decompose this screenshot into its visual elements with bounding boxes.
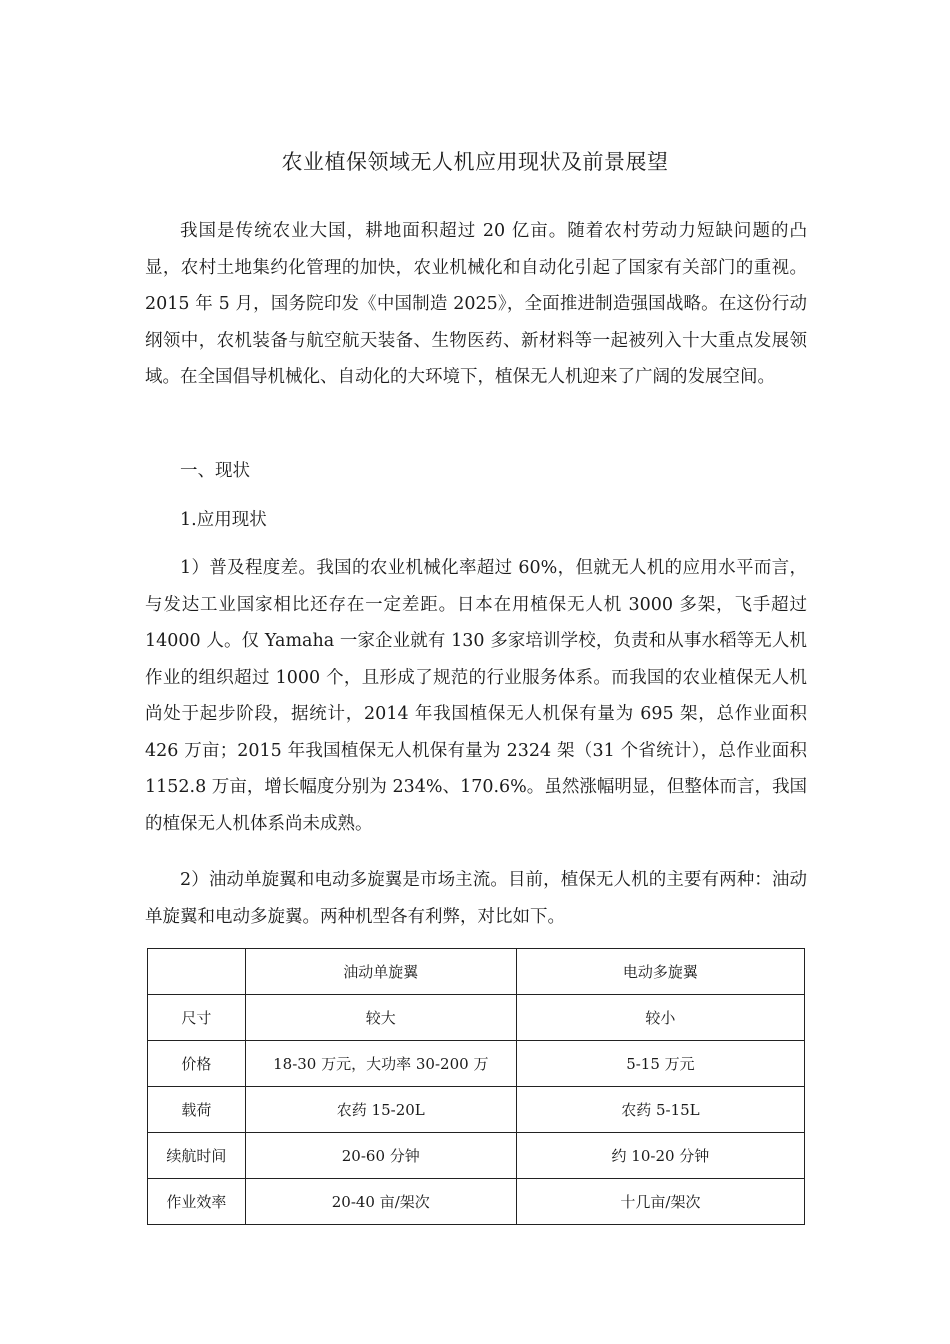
table-cell: 较大	[245, 995, 516, 1041]
paragraph-popularity: 1）普及程度差。我国的农业机械化率超过 60%，但就无人机的应用水平而言，与发达工业国家相比还存在一定差距。日本在用植保无人机 3000 多架，飞手超过 14000 人。仅 Yamaha 一家企业就有 130 多家培训学校，负责和从事水稻等无人机作业的组织超过 1000 个，且形成了规范的行业服务体系。而我国的农业植保无人机尚处于起步阶段，据统计，2014 年我国植保无人机保有量为 695 架，总作业面积 426 万亩；2015 年我国植保无人机保有量为 2324 架（31 个省统计），总作业面积 1152.8 万亩，增长幅度分别为 234%、170.6%。虽然涨幅明显，但整体而言，我国的植保无人机体系尚未成熟。	[145, 558, 807, 834]
table-row	[148, 1041, 805, 1087]
table-cell: 农药 5-15L	[516, 1087, 804, 1133]
table-cell: 十几亩/架次	[516, 1179, 804, 1225]
table-cell: 20-40 亩/架次	[245, 1179, 516, 1225]
table-cell: 20-60 分钟	[245, 1133, 516, 1179]
table-row	[148, 1179, 805, 1225]
section-heading-status: 一、现状	[180, 461, 250, 481]
comparison-table	[147, 948, 805, 1225]
row-label-cell: 载荷	[148, 1087, 246, 1133]
row-label-cell: 作业效率	[148, 1179, 246, 1225]
table-cell: 较小	[516, 995, 804, 1041]
table-cell: 18-30 万元，大功率 30-200 万	[245, 1041, 516, 1087]
row-label-cell: 尺寸	[148, 995, 246, 1041]
table-cell: 约 10-20 分钟	[516, 1133, 804, 1179]
table-header-cell	[148, 949, 246, 995]
row-label-cell: 价格	[148, 1041, 246, 1087]
paragraph-mainstream: 2）油动单旋翼和电动多旋翼是市场主流。目前，植保无人机的主要有两种：油动单旋翼和电动多旋翼。两种机型各有利弊，对比如下。	[145, 870, 807, 927]
table-cell: 5-15 万元	[516, 1041, 804, 1087]
table-header-cell: 电动多旋翼	[516, 949, 804, 995]
table-cell: 农药 15-20L	[245, 1087, 516, 1133]
table-header-row	[148, 949, 805, 995]
table-row	[148, 995, 805, 1041]
subsection-heading-application: 1.应用现状	[180, 510, 267, 530]
document-title: 农业植保领域无人机应用现状及前景展望	[281, 150, 669, 174]
intro-paragraph: 我国是传统农业大国，耕地面积超过 20 亿亩。随着农村劳动力短缺问题的凸显，农村土地集约化管理的加快，农业机械化和自动化引起了国家有关部门的重视。2015 年 5 月，国务院印发《中国制造 2025》，全面推进制造强国战略。在这份行动纲领中，农机装备与航空航天装备、生物医药、新材料等一起被列入十大重点发展领域。在全国倡导机械化、自动化的大环境下，植保无人机迎来了广阔的发展空间。	[145, 221, 807, 387]
table-row	[148, 1087, 805, 1133]
table-row	[148, 1133, 805, 1179]
row-label-cell: 续航时间	[148, 1133, 246, 1179]
table-header-cell: 油动单旋翼	[245, 949, 516, 995]
